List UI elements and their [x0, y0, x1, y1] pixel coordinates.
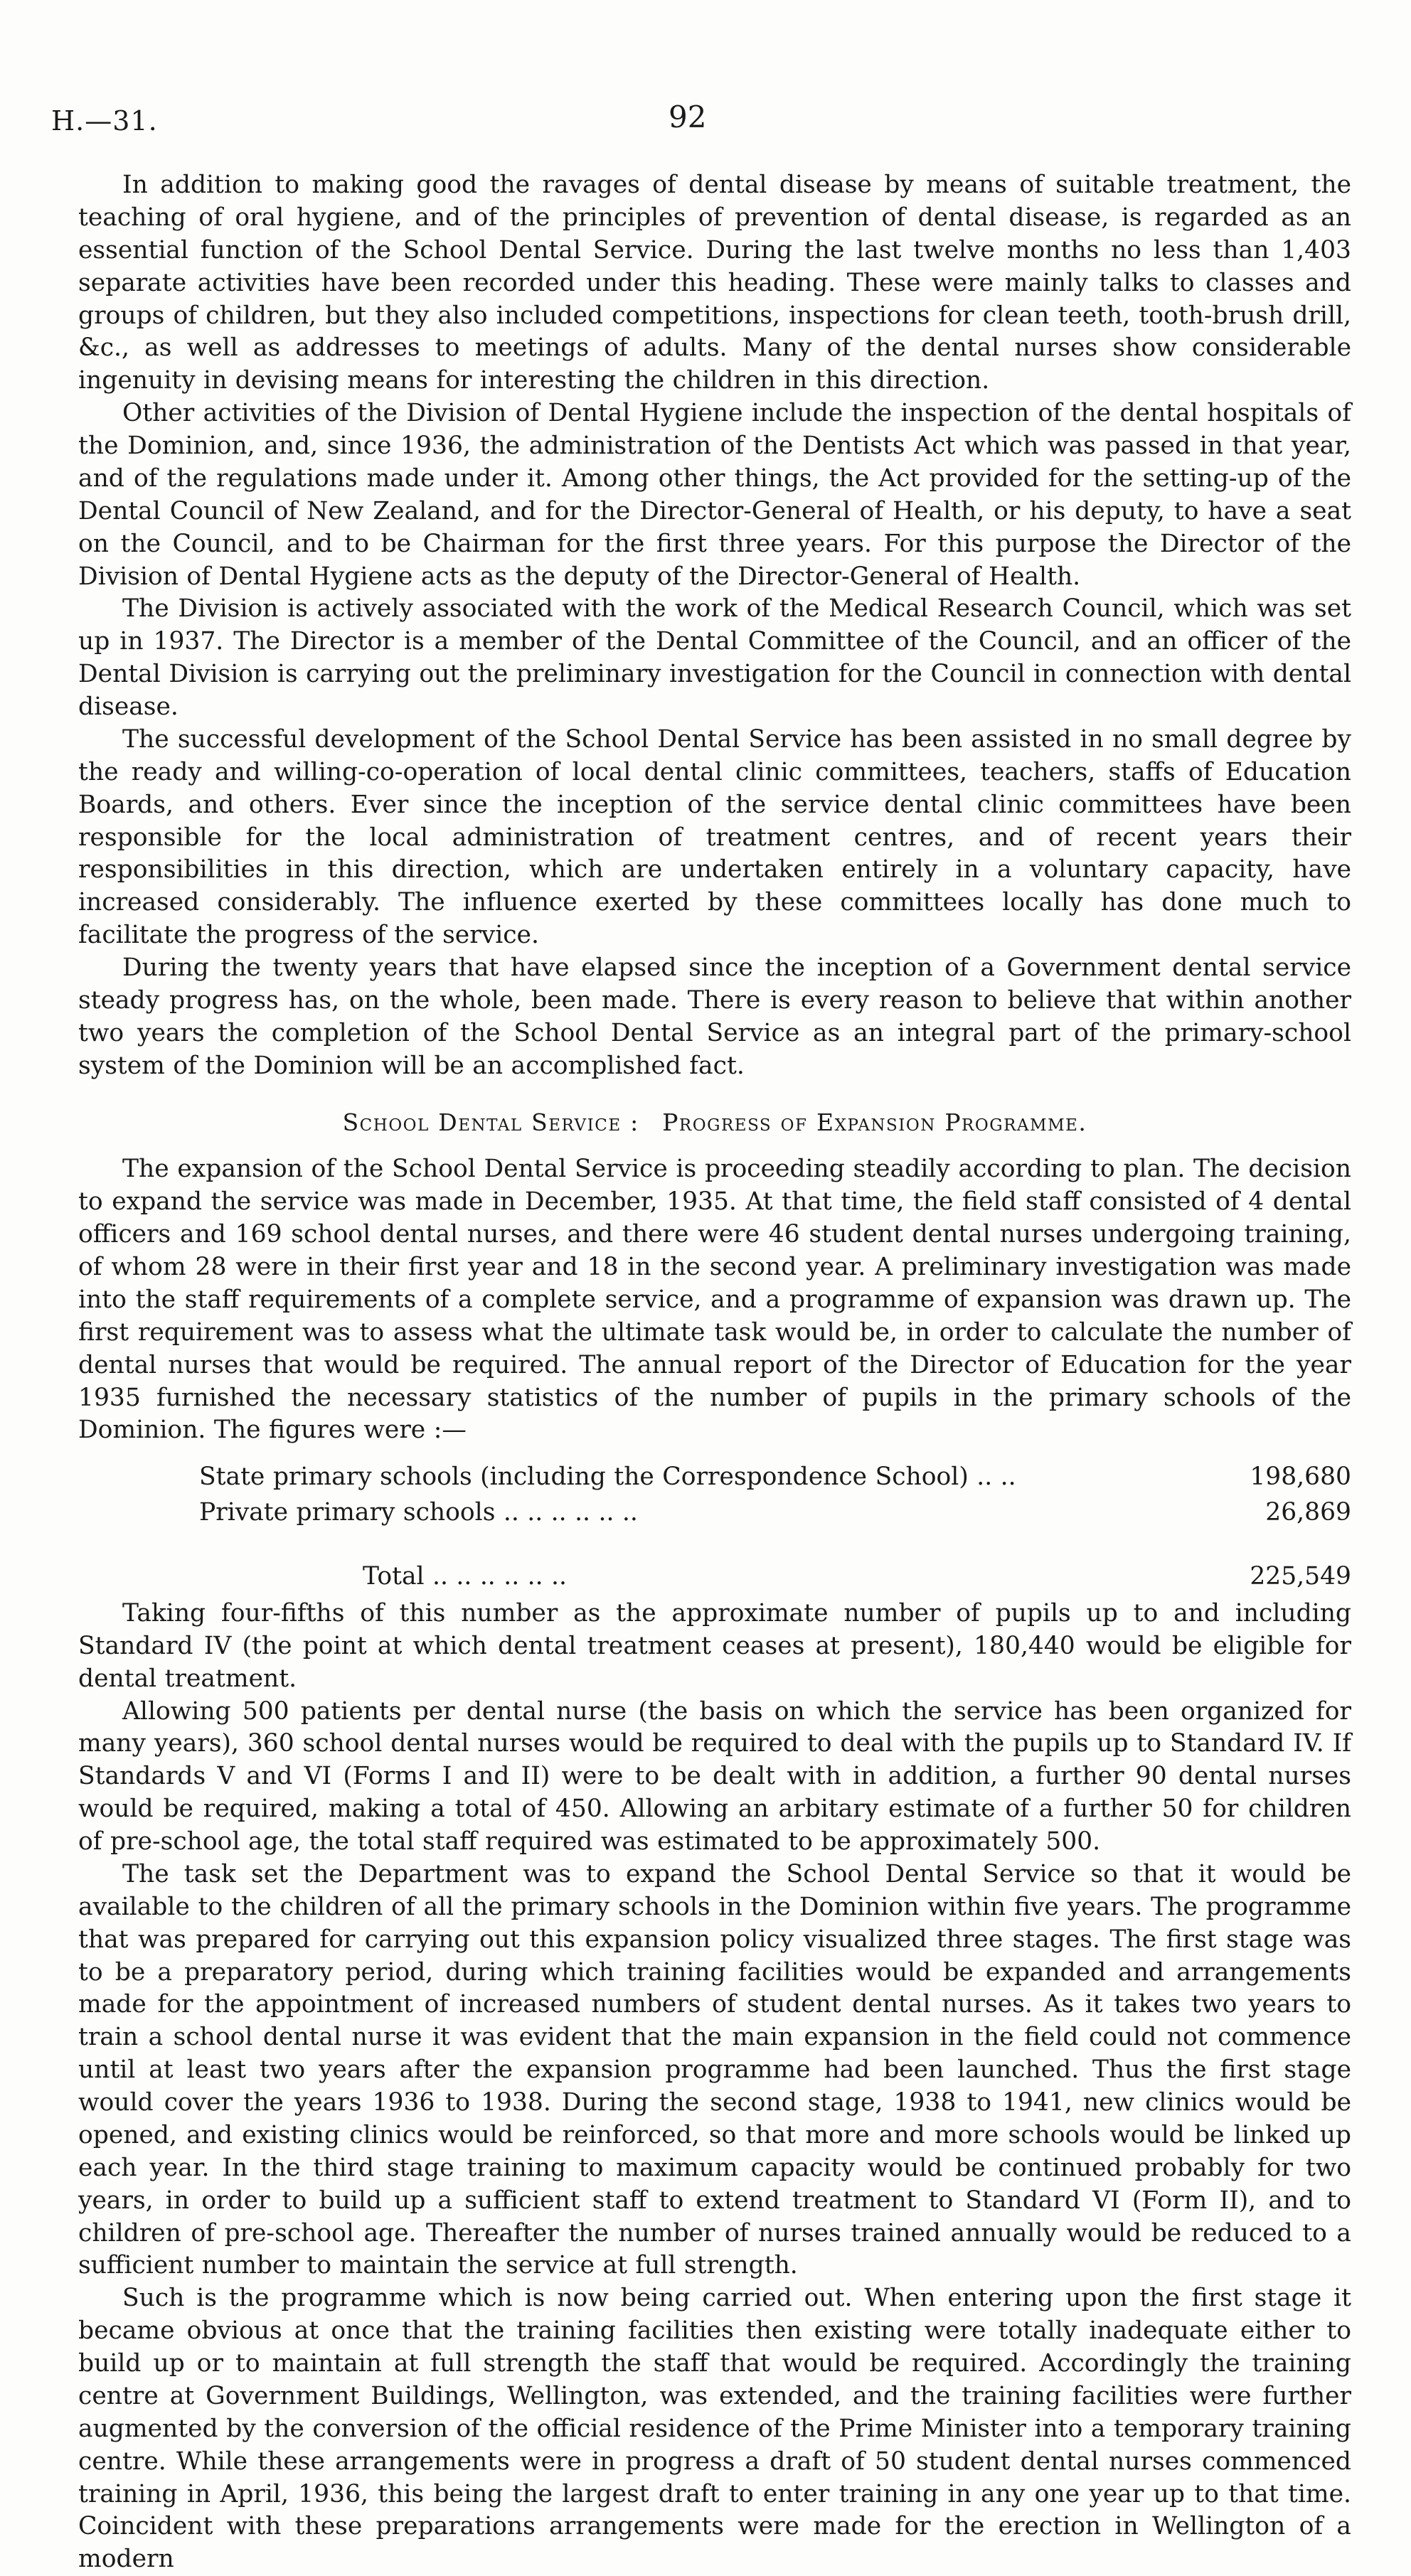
total-value: 225,549: [1250, 1562, 1351, 1591]
table-total-row: [199, 1531, 1351, 1595]
figure-value: 198,680: [1250, 1463, 1351, 1492]
paragraph-twenty-years: During the twenty years that have elapsed since the inception of a Government dental service steady progress has, on the whole, been made. There is every reason to believe that within another two years the completion of the School Dental Service as an integral part of the primary-school system of the Dominion will be an accomplished fact.: [78, 953, 1351, 1080]
paragraph-other-activities: Other activities of the Division of Dental Hygiene include the inspection of the dental hospitals of the Dominion, and, since 1936, the administration of the Dentists Act which was passed in that year, and of the regulations made under it. Among other things, the Act provided for the setting-up of the Dental Council of New Zealand, and for the Director-General of Health, or his deputy, to have a seat on the Council, and to be Chairman for the first three years. For this purpose the Director of the Division of Dental Hygiene acts as the deputy of the Director-General of Health.: [78, 399, 1351, 591]
paragraph-programme: Such is the programme which is now being carried out. When entering upon the first stage it became obvious at once that the training facilities then existing were totally inadequate either to build up or to maintain at full strength the staff that would be required. Accordingly the training centre at Government Buildings, Wellington, was extended, and the training facilities were further augmented by the conversion of the official residence of the Prime Minister into a temporary training centre. While these arrangements were in progress a draft of 50 student dental nurses commenced training in April, 1936, this being the largest draft to enter training in any one year up to that time. Coincident with these preparations arrangements were made for the erection in Wellington of a modern: [78, 2284, 1351, 2574]
pupil-figures-table: [199, 1460, 1351, 1595]
section-heading: [78, 1107, 1351, 1138]
paragraph-allowing-500: Allowing 500 patients per dental nurse (the basis on which the service has been organized for many years), 360 school dental nurses would be required to deal with the pupils up to Standard IV. If Standards V and VI (Forms I and II) were to be dealt with in addition, a further 90 dental nurses would be required, making a total of 450. Allowing an arbitary estimate of a further 50 for children of pre-school age, the total staff required was estimated to be approximately 500.: [78, 1696, 1351, 1856]
report-reference: H.—31.: [51, 105, 158, 137]
paragraph-medical-research: The Division is actively associated with the work of the Medical Research Council, which was set up in 1937. The Director is a member of the Dental Committee of the Council, and an officer of the Dental Division is carrying out the preliminary investigation for the Council in connection with dental disease.: [78, 594, 1351, 721]
paragraph-four-fifths: Taking four-fifths of this number as the approximate number of pupils up to and including Standard IV (the point at which dental treatment ceases at present), 180,440 would be eligible for dental treatment.: [78, 1598, 1351, 1693]
paragraph-expansion-intro: The expansion of the School Dental Service is proceeding steadily according to plan. The decision to expand the service was made in December, 1935. At that time, the field staff consisted of 4 dental officers and 169 school dental nurses, and there were 46 student dental nurses undergoing training, of whom 28 were in their first year and 18 in the second year. A preliminary investigation was made into the staff requirements of a complete service, and a programme of expansion was drawn up. The first requirement was to assess what the ultimate task would be, in order to calculate the number of dental nurses that would be required. The annual report of the Director of Education for the year 1935 furnished the necessary statistics of the number of pupils in the primary schools of the Dominion. The figures were :—: [78, 1155, 1351, 1445]
document-body: [78, 169, 1351, 2576]
section-heading-right: Progress of Expansion Programme.: [662, 1108, 1087, 1136]
table-row: [199, 1460, 1351, 1495]
table-row: [199, 1495, 1351, 1531]
section-heading-left: School Dental Service :: [342, 1108, 639, 1136]
figure-label: State primary schools (including the Correspondence School) .. ..: [199, 1463, 1016, 1492]
total-label: Total .. .. .. .. .. ..: [363, 1562, 567, 1591]
paragraph-committees: The successful development of the School Dental Service has been assisted in no small degree by the ready and willing-co-operation of local dental clinic committees, teachers, staffs of Education Boards, and others. Ever since the inception of the service dental clinic committees have been responsible for the local administration of treatment centres, and of recent years their responsibilities in this direction, which are undertaken entirely in a voluntary capacity, have increased considerably. The influence exerted by these committees locally has done much to facilitate the progress of the service.: [78, 725, 1351, 950]
paragraph-oral-hygiene: In addition to making good the ravages of dental disease by means of suitable treatment, the teaching of oral hygiene, and of the principles of prevention of dental disease, is regarded as an essential function of the School Dental Service. During the last twelve months no less than 1,403 separate activities have been recorded under this heading. These were mainly talks to classes and groups of children, but they also included competitions, inspections for clean teeth, tooth-brush drill, &c., as well as addresses to meetings of adults. Many of the dental nurses show considerable ingenuity in devising means for interesting the children in this direction.: [78, 171, 1351, 395]
page-number: 92: [669, 100, 707, 134]
figure-label: Private primary schools .. .. .. .. .. ..: [199, 1498, 638, 1527]
figure-value: 26,869: [1265, 1498, 1351, 1527]
paragraph-task-set: The task set the Department was to expand the School Dental Service so that it would be available to the children of all the primary schools in the Dominion within five years. The programme that was prepared for carrying out this expansion policy visualized three stages. The first stage was to be a preparatory period, during which training facilities would be expanded and arrangements made for the appointment of increased numbers of student dental nurses. As it takes two years to train a school dental nurse it was evident that the main expansion in the field could not commence until at least two years after the expansion programme had been launched. Thus the first stage would cover the years 1936 to 1938. During the second stage, 1938 to 1941, new clinics would be opened, and existing clinics would be reinforced, so that more and more schools would be linked up each year. In the third stage training to maximum capacity would be continued probably for two years, in order to build up a sufficient staff to extend treatment to Standard VI (Form II), and to children of pre-school age. Thereafter the number of nurses trained annually would be reduced to a sufficient number to maintain the service at full strength.: [78, 1859, 1351, 2280]
